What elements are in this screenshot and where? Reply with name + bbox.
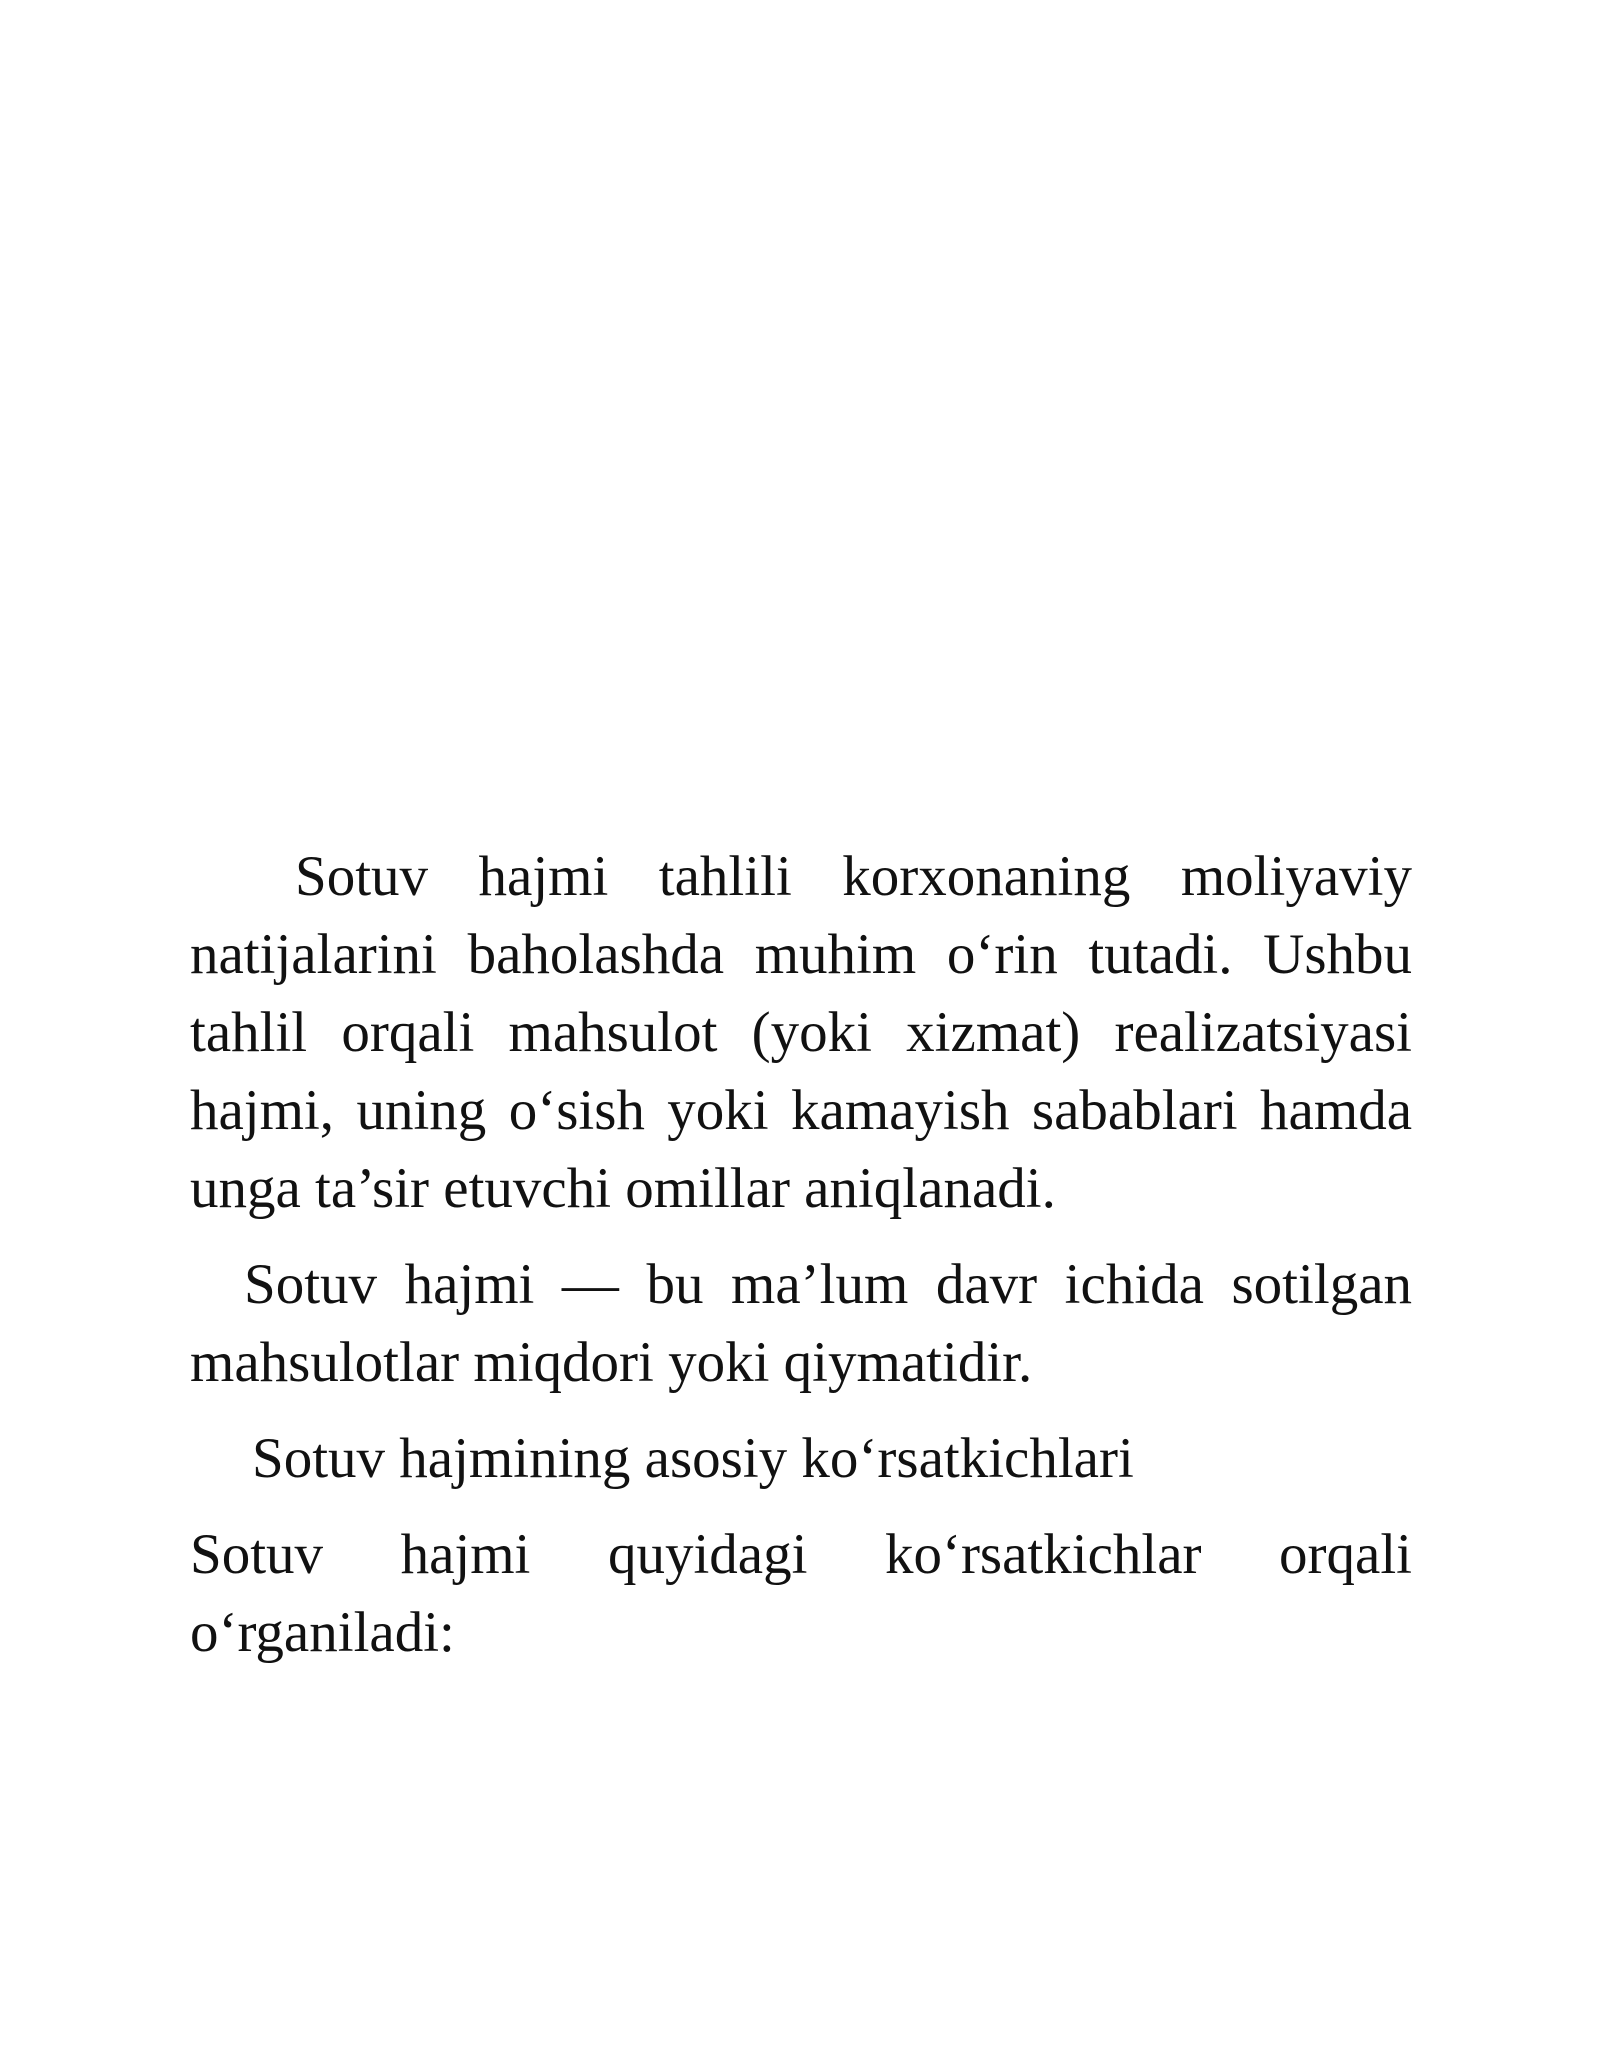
document-body [190, 838, 1412, 1672]
definition-paragraph: Sotuv hajmi — bu ma’lum davr ichida sotilgan mahsulotlar miqdori yoki qiymatidir. [190, 1253, 1412, 1394]
intro-paragraph: Sotuv hajmi tahlili korxonaning moliyaviy natijalarini baholashda muhim o‘rin tutadi. Ushbu tahlil orqali mahsulot (yoki xizmat) realizatsiyasi hajmi, uning o‘sish yoki kamayish sabablari hamda unga ta’sir etuvchi omillar aniqlanadi. [190, 845, 1412, 1220]
closing-paragraph: Sotuv hajmi quyidagi ko‘rsatkichlar orqali o‘rganiladi: [190, 1523, 1412, 1664]
section-heading: Sotuv hajmining asosiy ko‘rsatkichlari [252, 1427, 1134, 1490]
